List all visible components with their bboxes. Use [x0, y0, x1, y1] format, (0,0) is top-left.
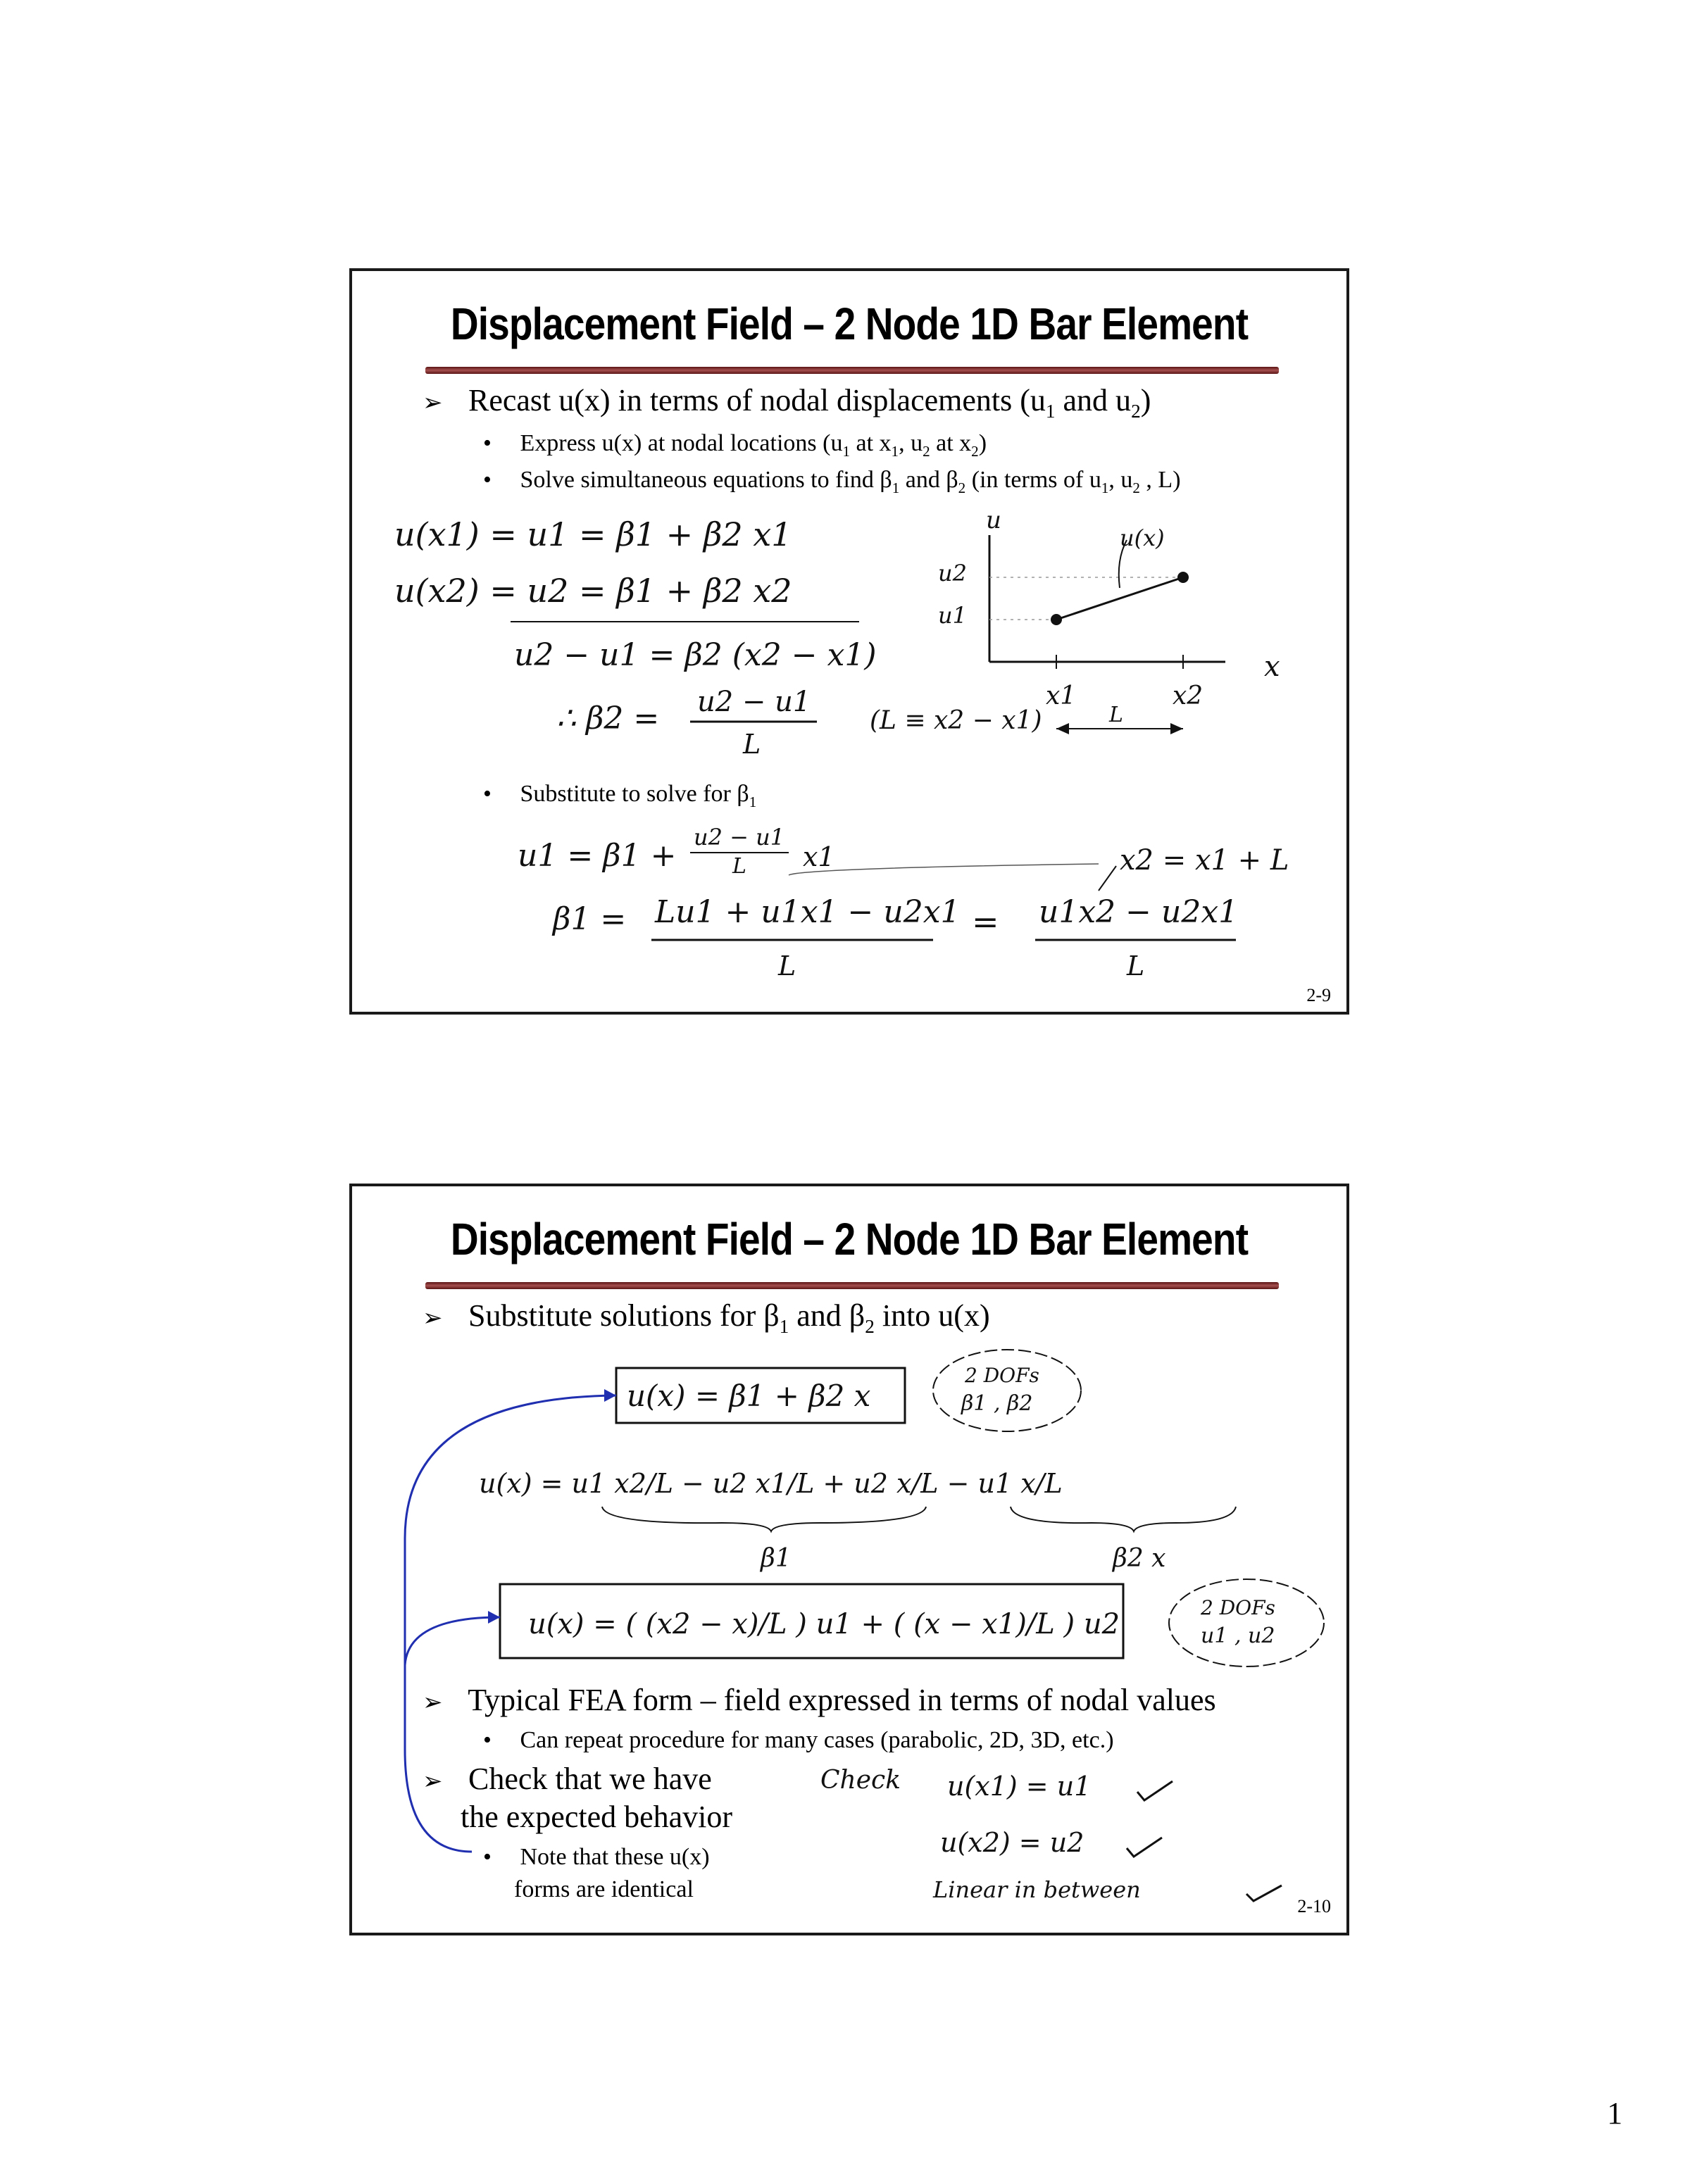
hw-check1: u(x1) = u1 [947, 1771, 1092, 1802]
hw-eq5-num: u2 − u1 [694, 824, 785, 851]
hw-eq-expand: u(x) = u1 x2/L − u2 x1/L + u2 x/L − u1 x/L [479, 1468, 1063, 1499]
arrow-bullet-icon: ➢ [423, 1305, 443, 1331]
graph-label-u2: u2 [938, 560, 967, 586]
arrow-bullet-icon: ➢ [423, 1690, 443, 1716]
hw-eq4-den: L [743, 729, 761, 760]
bullet-text: Typical FEA form – field expressed in terms of nodal values [468, 1683, 1216, 1717]
bullet-text: Recast u(x) in terms of nodal displacements ($u_1$ and $u_2$) [468, 383, 1151, 422]
hw-check-title: Check [820, 1766, 901, 1795]
graph-label-ux: u(x) [1120, 525, 1165, 551]
slide-2-10 [349, 1184, 1349, 1935]
handwritten-checks [352, 1186, 1346, 1933]
page-number: 1 [1607, 2096, 1623, 2130]
hw-cloud2-line1: 2 DOFs [1201, 1596, 1275, 1619]
dot-bullet-icon: • [483, 1844, 492, 1870]
hw-cloud2-line2: u1 , u2 [1201, 1624, 1275, 1648]
hw-eq6-eq: = [972, 903, 999, 941]
hw-eq6-lhs: β1 = [553, 901, 627, 937]
arrow-bullet-icon: ➢ [423, 390, 443, 416]
dot-bullet-icon: • [483, 1727, 492, 1753]
sub-bullet-text: Substitute to solve for $\beta_1$ [520, 781, 757, 810]
hw-eq5-note: x2 = x1 + L [1120, 844, 1289, 877]
dot-bullet-icon: • [483, 467, 492, 493]
hw-eq1: u(x1) = u1 = β1 + β2 x1 [394, 515, 792, 553]
graph-label-u: u [986, 506, 1001, 534]
slide-page-label: 2-10 [1297, 1896, 1331, 1916]
hw-boxed2: u(x) = ( (x2 − x)/L ) u1 + ( (x − x1)/L ) u2 [528, 1608, 1120, 1640]
sub-bullet-text: forms are identical [514, 1876, 694, 1902]
hw-cloud1-line2: β1 , β2 [961, 1391, 1033, 1416]
hw-eq4-num: u2 − u1 [697, 686, 811, 718]
hw-eq6-num2: u1x2 − u2x1 [1039, 894, 1239, 930]
hw-eq2: u(x2) = u2 = β1 + β2 x2 [394, 572, 792, 610]
hw-brace-left-label: β1 [761, 1544, 792, 1573]
hw-eq6-den2: L [1127, 950, 1145, 981]
hw-check2: u(x2) = u2 [940, 1827, 1084, 1858]
slide-2-9 [349, 268, 1349, 1015]
hw-check3: Linear in between [933, 1876, 1141, 1903]
hw-eq6-num: Lu1 + u1x1 − u2x1 [655, 894, 961, 930]
graph-label-u1: u1 [938, 602, 967, 629]
hw-cloud1-line1: 2 DOFs [965, 1364, 1039, 1387]
dot-bullet-icon: • [483, 781, 492, 807]
bullet-text: Substitute solutions for $\beta_1$ and $\beta_2$ into u(x) [468, 1298, 990, 1337]
hw-eq6-den: L [778, 950, 796, 981]
hw-note-arrow [1099, 866, 1116, 891]
hw-eq4-lhs: ∴ β2 = [556, 701, 660, 736]
bullet-text: the expected behavior [461, 1800, 733, 1834]
sub-bullet-text: Note that these u(x) [520, 1844, 710, 1870]
slide-title: Displacement Field – 2 Node 1D Bar Element [450, 1214, 1249, 1264]
handwritten-beta1 [352, 271, 1346, 1012]
checkmark-icon [1127, 1838, 1162, 1857]
graph-label-L: L [1109, 703, 1123, 727]
arrow-bullet-icon: ➢ [423, 1769, 443, 1795]
sub-bullet-text: Express u(x) at nodal locations ($u_1$ at $x_1$, $u_2$ at $x_2$) [520, 430, 987, 460]
graph-label-x2: x2 [1173, 682, 1204, 710]
hw-connector-line [789, 864, 1099, 875]
graph-label-x1: x1 [1046, 682, 1077, 710]
bullet-text: Check that we have [468, 1762, 712, 1796]
dot-bullet-icon: • [483, 430, 492, 456]
hw-eq3: u2 − u1 = β2 (x2 − x1) [514, 637, 877, 673]
hw-boxed1: u(x) = β1 + β2 x [627, 1379, 871, 1413]
sub-bullet-text: Solve simultaneous equations to find $\beta_1$ and $\beta_2$ (in terms of $u_1$, $u_2$ , L) [520, 467, 1181, 496]
hw-brace-right-label: β2 x [1113, 1544, 1166, 1573]
slide-title: Displacement Field – 2 Node 1D Bar Element [450, 299, 1249, 349]
graph-label-x: x [1264, 651, 1280, 683]
checkmark-icon [1137, 1781, 1173, 1800]
hw-eq5-tail: x1 [803, 841, 835, 872]
slide-page-label: 2-9 [1306, 985, 1331, 1005]
hw-eq5-den: L [732, 854, 746, 879]
hw-eq5-lhs: u1 = β1 + [518, 838, 677, 874]
sub-bullet-text: Can repeat procedure for many cases (parabolic, 2D, 3D, etc.) [520, 1727, 1114, 1753]
checkmark-icon [1246, 1885, 1282, 1901]
hw-eq4-def: (L ≡ x2 − x1) [870, 706, 1042, 735]
